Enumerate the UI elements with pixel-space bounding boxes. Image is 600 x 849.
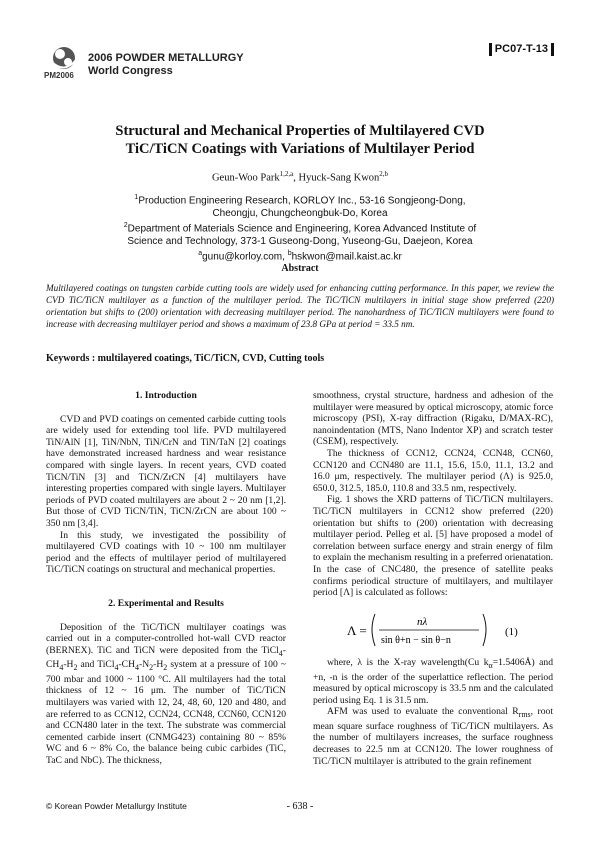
methods-paragraph: smoothness, crystal structure, hardness and adhesion of the multilayer were measured by optical microscopy, atomic force microscopy (PSI), X-ray diffraction (Rigaku, D/MAX-RC), nanoindentation (MTS, Nano Indentor XP) and scratch tester (CSEM), respectively. bbox=[313, 390, 553, 448]
equation-denominator: sin θ+n − sin θ−n bbox=[381, 635, 451, 646]
page-number: - 638 - bbox=[286, 801, 314, 812]
equation-lhs: Λ = bbox=[347, 623, 367, 638]
equation-number: (1) bbox=[505, 626, 518, 638]
conference-line2: World Congress bbox=[88, 65, 173, 77]
xrd-paragraph: Fig. 1 shows the XRD patterns of TiC/TiCN multilayers. TiC/TiCN multilayers in CCN12 show preferred (220) orientation but shifts to (200) orientation with decreasing multilayer period. Pelleg et al. [5] have proposed a model of correlation between surface energy and strain energy of film to explain the mechanism resulting in a preferred orienatation. In the case of CNC480, the presence of satellite peaks confirms periodical structure of multilayers, and multilayer period [Λ] is calculated as follows: bbox=[313, 494, 553, 599]
affiliation-2a: $^2$Department of Materials Science and Engineering, Korea Advanced Institute of bbox=[123, 222, 477, 235]
intro-paragraph-1: CVD and PVD coatings on cemented carbide cutting tools are widely used for extending tool life. PVD multilayered TiN/AlN [1], TiN/NbN, TiN/CrN and TiN/TaN [2] coatings have demonstrated increased hardness and wear resistance compared with single layers. In recent years, CVD coated TiCN/TiN [3] and TiCN/ZrCN [4] multilayers have interesting properties compared with single layers. Multilayer periods of PVD coated multilayers are about 2 ~ 20 nm [1,2]. But those of CVD TiCN/TiN, TiCN/ZrCN are about 100 ~ 350 nm [3,4]. bbox=[46, 413, 286, 529]
conference-name bbox=[88, 52, 244, 78]
title-line2: TiC/TiCN Coatings with Variations of Multilayer Period bbox=[125, 141, 475, 157]
equation-1 bbox=[313, 606, 553, 652]
affiliation-2b: Science and Technology, 373-1 Guseong-Dong, Yuseong-Gu, Daejeon, Korea bbox=[127, 235, 473, 247]
section2-heading: 2. Experimental and Results bbox=[108, 598, 224, 609]
copyright: © Korean Powder Metallurgy Institute bbox=[46, 801, 187, 811]
section1-heading: 1. Introduction bbox=[135, 390, 197, 401]
paper-title bbox=[40, 122, 560, 158]
left-column-section2 bbox=[46, 598, 286, 767]
affiliation-1b: Cheongju, Chungcheongbuk-Do, Korea bbox=[212, 207, 388, 219]
emails: $^a$gunu@korloy.com, $^b$hskwon@mail.kaist.ac.kr bbox=[198, 250, 402, 263]
conference-line1: 2006 POWDER METALLURGY bbox=[88, 52, 244, 64]
abstract-heading: Abstract bbox=[281, 263, 319, 274]
intro-paragraph-2: In this study, we investigated the possibility of multilayered CVD coatings with 10 ~ 100 nm multilayer period and the effects of multilayer period of multilayered TiC/TiCN coatings on structural and mechanical properties. bbox=[46, 529, 286, 576]
left-column bbox=[46, 390, 286, 576]
paper-code: PC07-T-13 bbox=[489, 43, 554, 56]
affiliation-1a: $^1$Production Engineering Research, KORLOY Inc., 53-16 Songjeong-Dong, bbox=[134, 194, 466, 207]
authors: Geun-Woo Park$^{1,2,a}$, Hyuck-Sang Kwon$^{2,b}$ bbox=[211, 170, 389, 184]
abstract-text: Multilayered coatings on tungsten carbide cutting tools are widely used for enhancing cutting performance. In this paper, we review the CVD TiC/TiCN multilayer as a function of the multilayer period. The TiC/TiCN multilayers in initial stage show preferred (220) orientation but shifts to (200) orientation with decreasing multilayer period. The nanohardness of TiC/TiCN multilayers were found to increase with decreasing multilayer period and shows a maximum of 23.8 GPa at period = 33.5 nm. bbox=[46, 283, 554, 329]
title-line1: Structural and Mechanical Properties of Multilayered CVD bbox=[115, 123, 485, 139]
afm-paragraph: AFM was used to evaluate the conventional $R_{rms}$, root mean square surface roughness of TiC/TiCN multilayers. As the number of multilayers increases, the surface roughness decreases to 22.5 nm at CCN120. The lower roughness of TiC/TiCN multilayer is attributed to the grain refinement bbox=[313, 706, 553, 767]
logo-text: PM2006 bbox=[44, 71, 74, 80]
experimental-paragraph: Deposition of the TiC/TiCN multilayer coatings was carried out in a computer-controlled hot-wall CVD reactor (BERNEX). TiC and TiCN were deposited from the $TiCl_4-CH_4-H_2$ and $TiCl_4-CH_4-N_2-H_2$ system at a pressure of 100 ~ 700 mbar and 1000 ~ 1100 °C. All multilayers had the total thickness of 12 ~ 16 μm. The number of TiC/TiCN multilayers was varied with 12, 24, 48, 60, 120 and 480, and are referred to as CCN12, CCN24, CCN48, CCN60, CCN120 and CCN480 later in the text. The substrate was commercial cemented carbide insert (CNMG423) containing 80 ~ 85% WC and 6 ~ 8% Co, the balance being cubic carbides (TiC, TaC and NbC). The thickness, bbox=[46, 621, 286, 766]
keywords: Keywords : multilayered coatings, TiC/TiCN, CVD, Cutting tools bbox=[46, 353, 325, 364]
right-column-bottom bbox=[313, 657, 553, 767]
affiliations bbox=[40, 192, 560, 264]
equation-numerator: nλ bbox=[417, 616, 428, 628]
wavelength-paragraph: where, λ is the X-ray wavelength(Cu $k_\alpha=1.5406Å$) and +n, -n is the order of the superlattice reflection. The period measured by optical microscopy is 33.5 nm and the calculated period using Eq. 1 is 31.5 nm. bbox=[313, 657, 554, 706]
thickness-paragraph: The thickness of CCN12, CCN24, CCN48, CCN60, CCN120 and CCN480 are 11.1, 15.6, 15.0, 11.1, 13.2 and 16.0 μm, respectively. The multilayer period (Λ) is 925.0, 650.0, 312.5, 185.0, 110.8 and 33.5 nm, respectively. bbox=[313, 447, 553, 494]
right-column-top bbox=[313, 390, 553, 599]
